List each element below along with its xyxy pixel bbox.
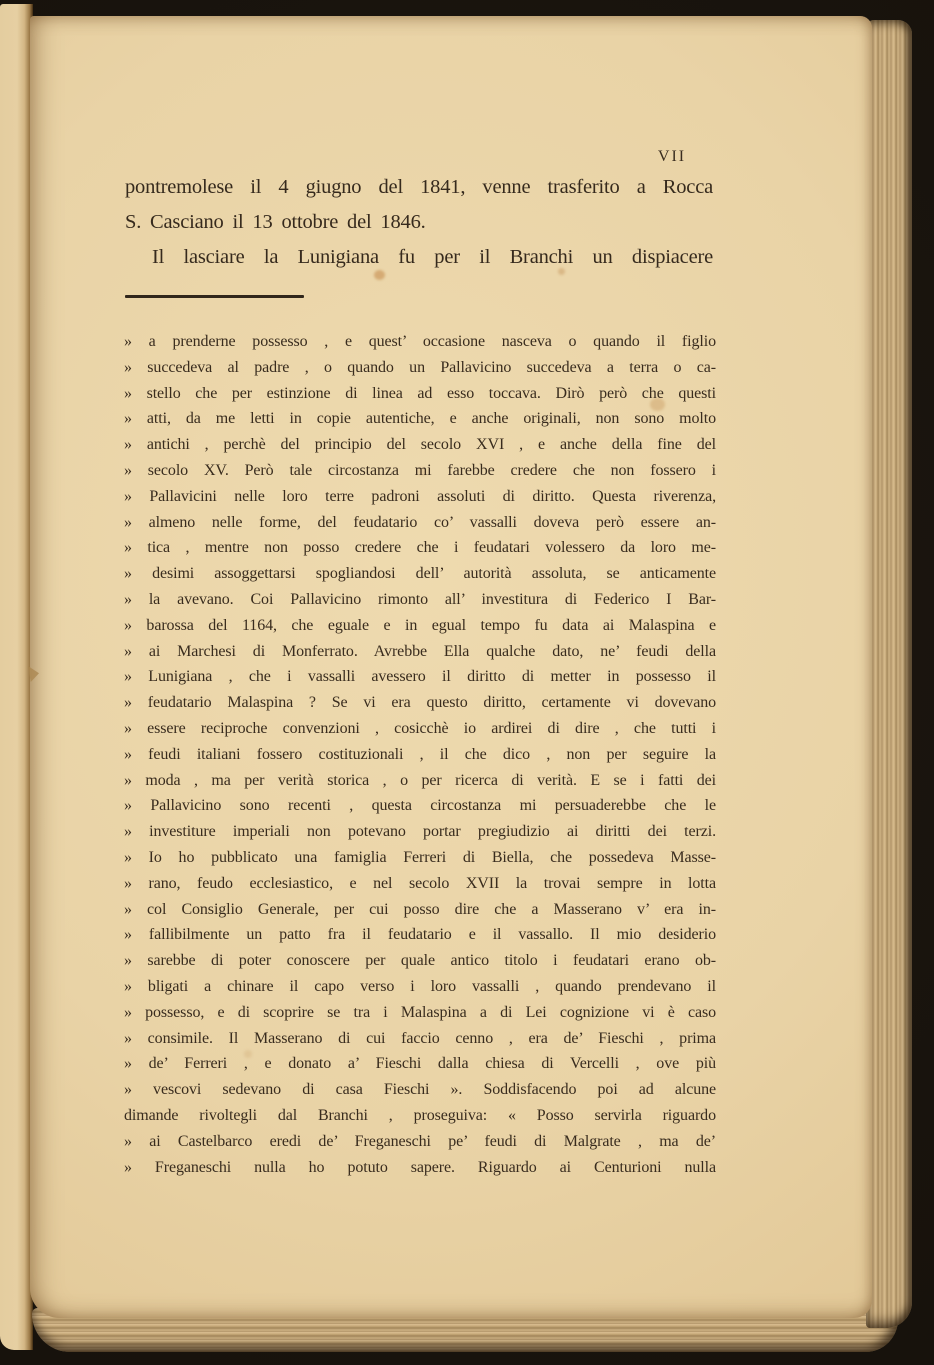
footnote-line: » stello che per estinzione di linea ad esso toccava. Dirò però che questi (124, 384, 716, 402)
footnote-line: » secolo XV. Però tale circostanza mi farebbe credere che non fossero i (124, 461, 716, 479)
footnote-line: dimande rivoltegli dal Branchi , proseguiva: « Posso servirla riguardo (124, 1106, 716, 1124)
footnote-line: » fallibilmente un patto fra il feudatario e il vassallo. Il mio desiderio (124, 926, 716, 944)
footnote-line: » essere reciproche convenzioni , cosicchè io ardirei di dire , che tutti i (124, 719, 716, 737)
footnote-line: » ai Castelbarco eredi de’ Freganeschi pe’ feudi di Malgrate , ma de’ (124, 1132, 716, 1150)
adjacent-page-gutter-edge (0, 4, 33, 1350)
footnote-line: » consimile. Il Masserano di cui faccio cenno , era de’ Fieschi , prima (124, 1029, 716, 1047)
footnote-line: » desimi assoggettarsi spogliandosi dell’ autorità assoluta, se anticamente (124, 565, 716, 583)
footnote-line: » feudi italiani fossero costituzionali , il che dico , non per seguire la (124, 745, 716, 763)
footnote-line: » possesso, e di scoprire se tra i Malaspina a di Lei cognizione vi è caso (124, 1003, 716, 1021)
footnote-line: » barossa del 1164, che eguale e in egual tempo fu data ai Malaspina e (124, 616, 716, 634)
body-text-line: Il lasciare la Lunigiana fu per il Branchi un dispiacere (152, 246, 713, 268)
footnote-line: » antichi , perchè del principio del secolo XVI , e anche della fine del (124, 436, 716, 454)
footnote-line: » sarebbe di poter conoscere per quale antico titolo i feudatari erano ob- (124, 952, 716, 970)
footnote-line: » moda , ma per verità storica , o per ricerca di verità. E se i fatti dei (124, 771, 716, 789)
page-stack-right-edge (866, 20, 912, 1328)
footnote-line: » a prenderne possesso , e quest’ occasione nasceva o quando il figlio (124, 333, 716, 350)
footnote-line: » succedeva al padre , o quando un Pallavicino succedeva a terra o ca- (124, 358, 716, 376)
body-text-line: pontremolese il 4 giugno del 1841, venne trasferito a Rocca (125, 176, 713, 198)
footnote-line: » de’ Ferreri , e donato a’ Fieschi dalla chiesa di Vercelli , ove più (124, 1055, 716, 1073)
footnote-line: » col Consiglio Generale, per cui posso dire che a Masserano v’ era in- (124, 900, 716, 918)
footnote-line: » Pallavicino sono recenti , questa circostanza mi persuaderebbe che le (124, 797, 716, 815)
body-paragraphs (125, 170, 713, 275)
footnote-line: » almeno nelle forme, del feudatario co’ vassalli doveva però essere an- (124, 513, 716, 531)
footnote-line: » investiture imperiali non potevano portar pregiudizio ai diritti dei terzi. (124, 823, 716, 841)
footnote-line: » rano, feudo ecclesiastico, e nel secolo XVII la trovai sempre in lotta (124, 874, 716, 892)
body-text-line: S. Casciano il 13 ottobre del 1846. (125, 211, 426, 233)
footnote-block (124, 329, 716, 1180)
gutter-tear-mark (28, 666, 39, 682)
footnote-line: » Io ho pubblicato una famiglia Ferreri di Biella, che possedeva Masse- (124, 848, 716, 866)
footnote-line: » bligati a chinare il capo verso i loro vassalli , quando prendevano il (124, 977, 716, 995)
footnote-line: » tica , mentre non posso credere che i feudatari volessero da loro me- (124, 539, 716, 557)
footnote-line: » feudatario Malaspina ? Se vi era questo diritto, certamente vi dovevano (124, 694, 716, 712)
footnote-line: » Pallavicini nelle loro terre padroni assoluti di diritto. Questa riverenza, (124, 487, 716, 505)
book-page (30, 16, 872, 1318)
page-number: VII (657, 148, 687, 165)
footnote-line: » atti, da me letti in copie autentiche, e anche originali, non sono molto (124, 410, 716, 428)
footnote-separator-rule (125, 295, 304, 298)
footnote-line: » la avevano. Coi Pallavicino rimonto all’ investitura di Federico I Bar- (124, 590, 716, 608)
footnote-line: » Freganeschi nulla ho potuto sapere. Riguardo ai Centurioni nulla (124, 1158, 716, 1176)
footnote-line: » ai Marchesi di Monferrato. Avrebbe Ella qualche dato, ne’ feudi della (124, 642, 716, 660)
footnote-line: » Lunigiana , che i vassalli avessero il diritto di metter in possesso il (124, 668, 716, 686)
footnote-line: » vescovi sedevano di casa Fieschi ». Soddisfacendo poi ad alcune (124, 1081, 716, 1099)
